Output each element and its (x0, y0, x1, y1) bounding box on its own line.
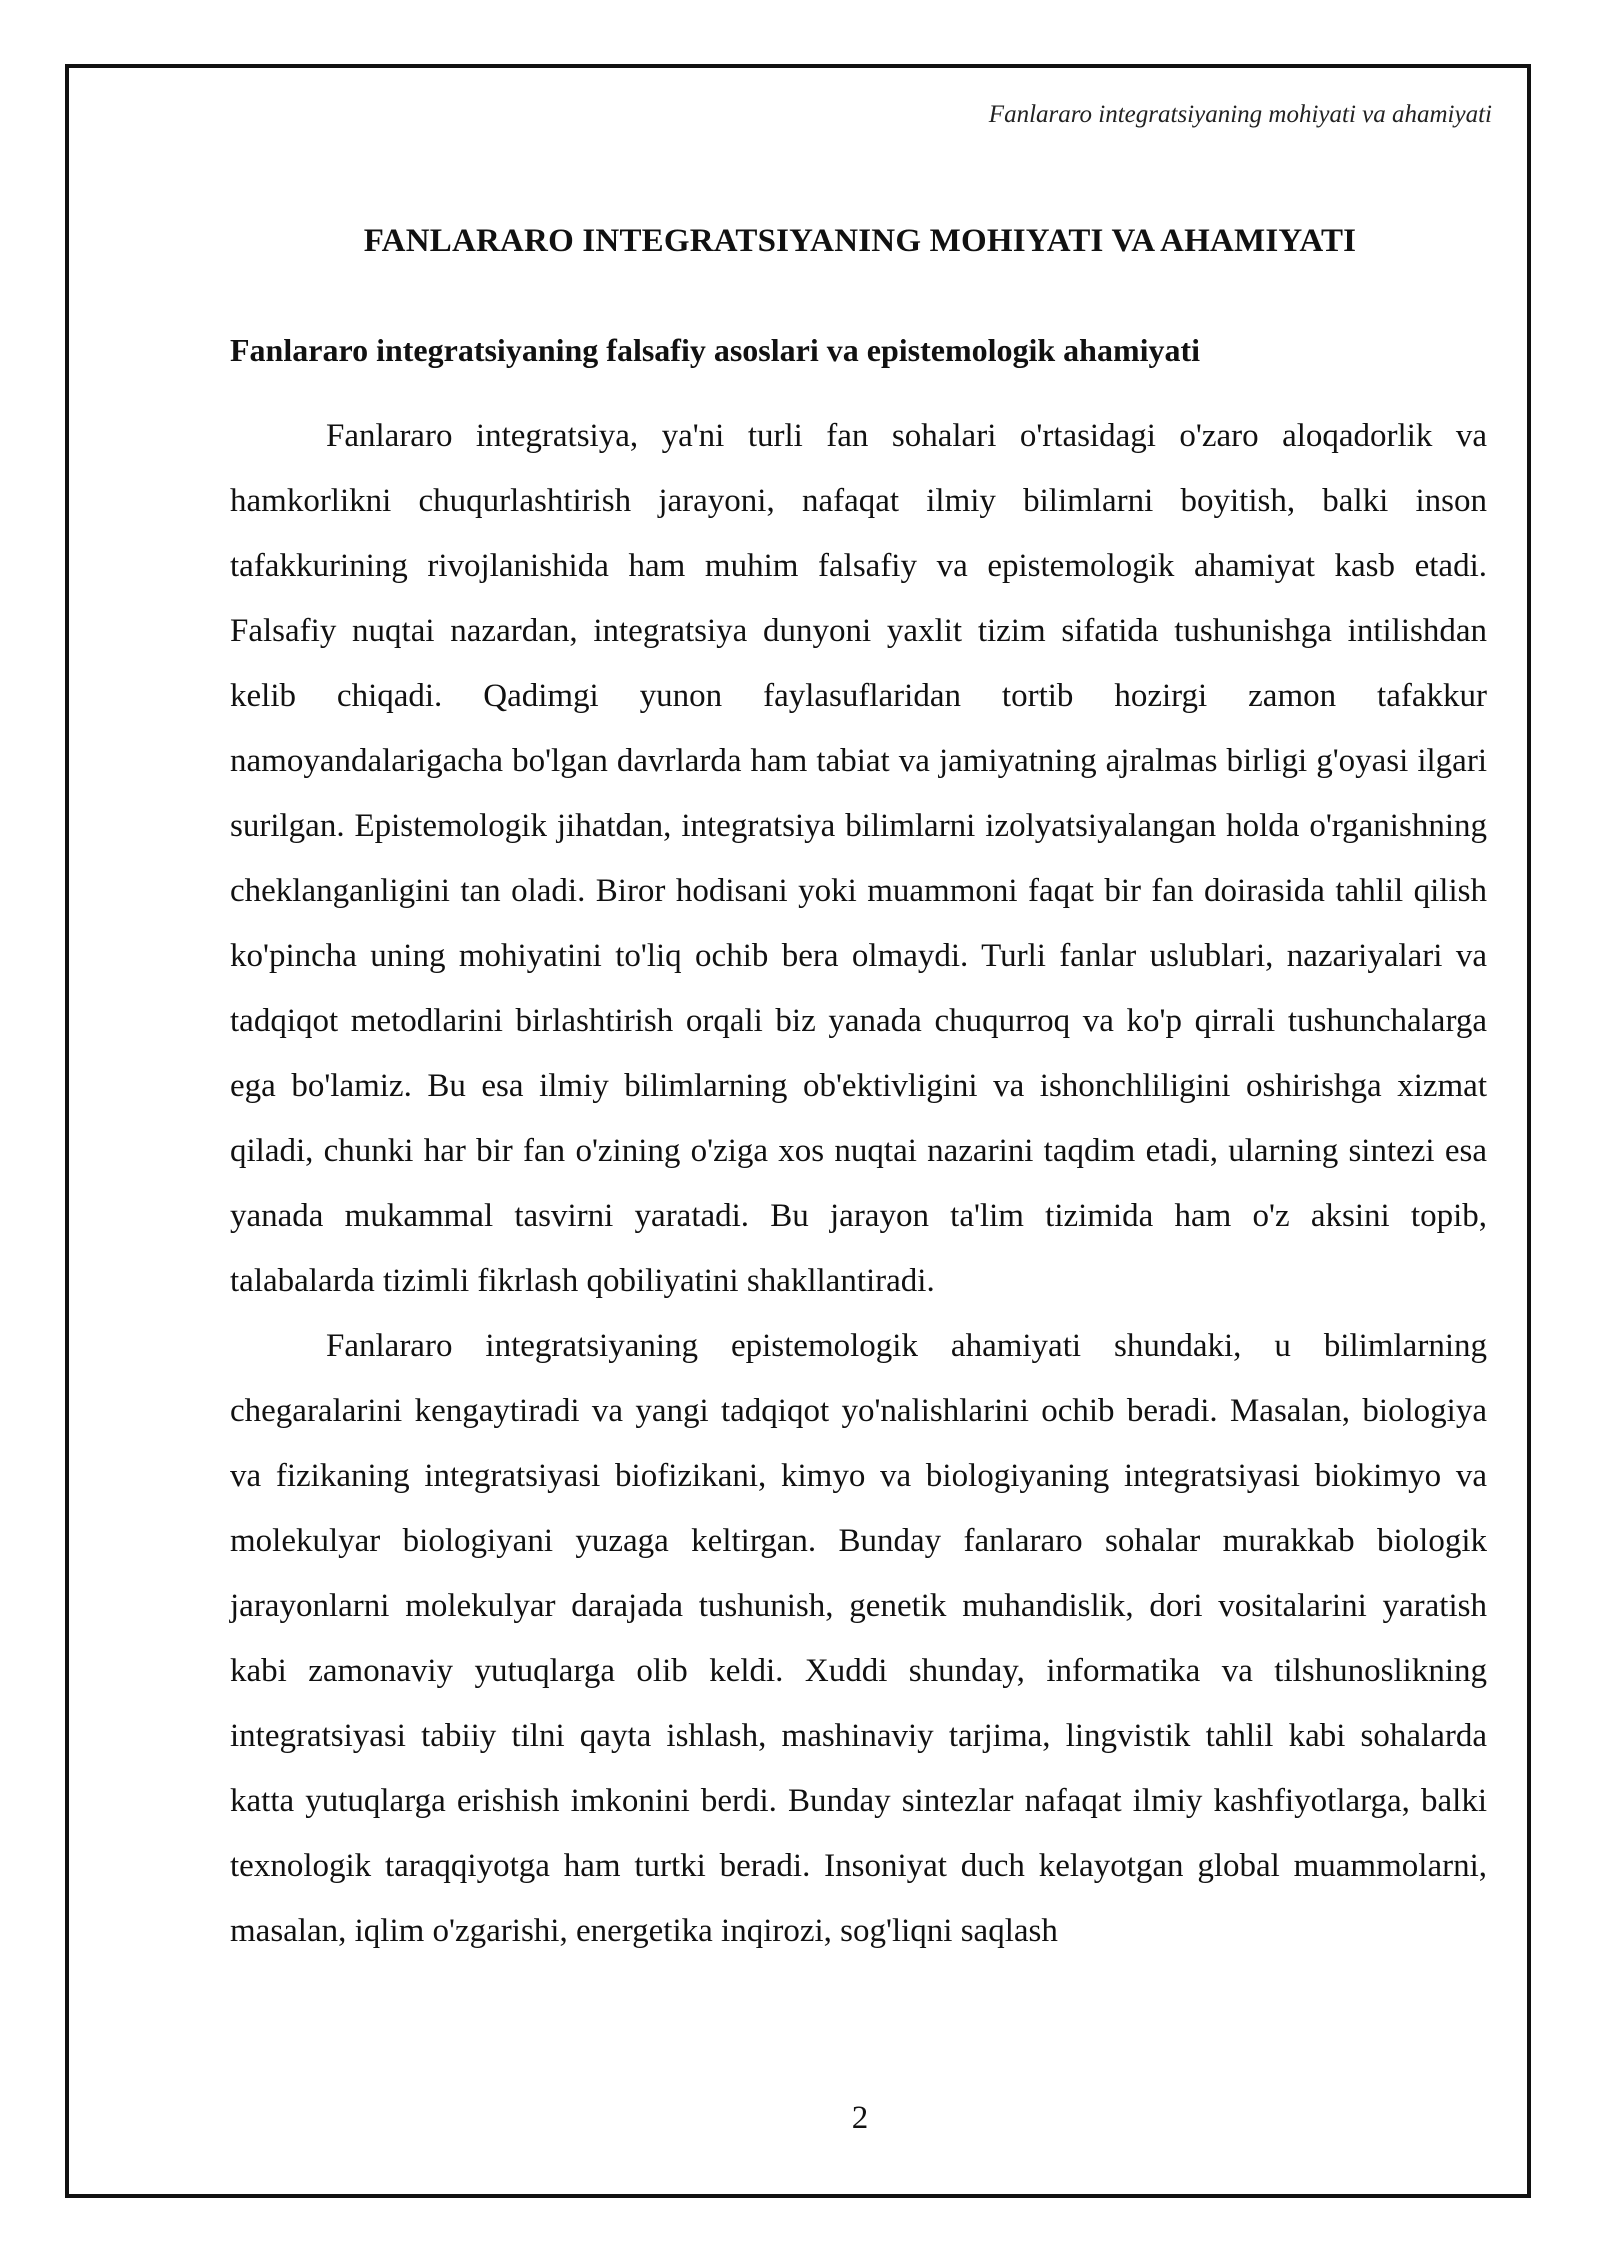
section-heading: Fanlararo integratsiyaning falsafiy asoslari va epistemologik ahamiyati (230, 332, 1201, 368)
body-text (230, 404, 1487, 1964)
document-title: FANLARARO INTEGRATSIYANING MOHIYATI VA AHAMIYATI (363, 223, 1357, 259)
page-number: 2 (851, 2100, 869, 2136)
paragraph-1: Fanlararo integratsiya, ya'ni turli fan sohalari o'rtasidagi o'zaro aloqadorlik va hamkorlikni chuqurlashtirish jarayoni, nafaqat ilmiy bilimlarni boyitish, balki inson tafakkurining rivojlanishida ham muhim falsafiy va epistemologik ahamiyat kasb etadi. Falsafiy nuqtai nazardan, integratsiya dunyoni yaxlit tizim sifatida tushunishga intilishdan kelib chiqadi. Qadimgi yunon faylasuflaridan tortib hozirgi zamon tafakkur namoyandalarigacha bo'lgan davrlarda ham tabiat va jamiyatning ajralmas birligi g'oyasi ilgari surilgan. Epistemologik jihatdan, integratsiya bilimlarni izolyatsiyalangan holda o'rganishning cheklanganligini tan oladi. Biror hodisani yoki muammoni faqat bir fan doirasida tahlil qilish ko'pincha uning mohiyatini to'liq ochib bera olmaydi. Turli fanlar uslublari, nazariyalari va tadqiqot metodlarini birlashtirish orqali biz yanada chuqurroq va ko'p qirrali tushunchalarga ega bo'lamiz. Bu esa ilmiy bilimlarning ob'ektivligini va ishonchliligini oshirishga xizmat qiladi, chunki har bir fan o'zining o'ziga xos nuqtai nazarini taqdim etadi, ularning sintezi esa yanada mukammal tasvirni yaratadi. Bu jarayon ta'lim tizimida ham o'z aksini topib, talabalarda tizimli fikrlash qobiliyatini shakllantiradi. (230, 418, 1487, 1299)
paragraph-2: Fanlararo integratsiyaning epistemologik ahamiyati shundaki, u bilimlarning chegaralarini kengaytiradi va yangi tadqiqot yo'nalishlarini ochib beradi. Masalan, biologiya va fizikaning integratsiyasi biofizikani, kimyo va biologiyaning integratsiyasi biokimyo va molekulyar biologiyani yuzaga keltirgan. Bunday fanlararo sohalar murakkab biologik jarayonlarni molekulyar darajada tushunish, genetik muhandislik, dori vositalarini yaratish kabi zamonaviy yutuqlarga olib keldi. Xuddi shunday, informatika va tilshunoslikning integratsiyasi tabiiy tilni qayta ishlash, mashinaviy tarjima, lingvistik tahlil kabi sohalarda katta yutuqlarga erishish imkonini berdi. Bunday sintezlar nafaqat ilmiy kashfiyotlarga, balki texnologik taraqqiyotga ham turtki beradi. Insoniyat duch kelayotgan global muammolarni, masalan, iqlim o'zgarishi, energetika inqirozi, sog'liqni saqlash (230, 1328, 1487, 1949)
running-header: Fanlararo integratsiyaning mohiyati va ahamiyati (988, 101, 1492, 128)
